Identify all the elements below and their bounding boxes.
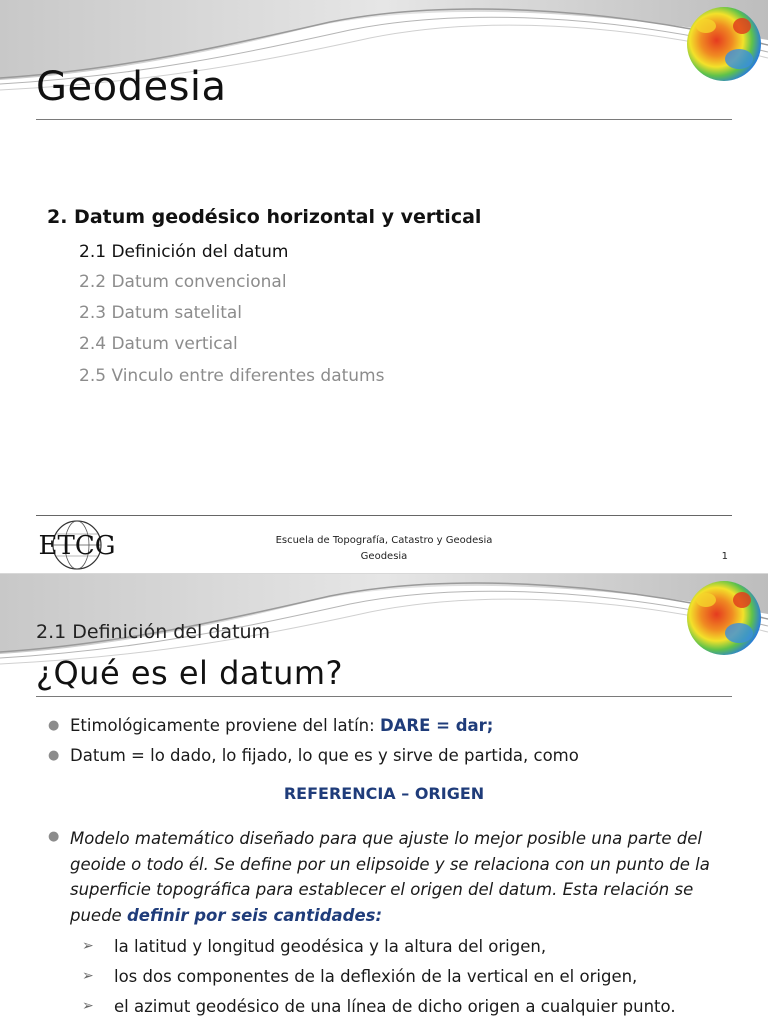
bullet-text: Etimológicamente proviene del latín:: [70, 716, 380, 735]
arrow-right-icon: ➢: [82, 968, 94, 984]
definition-highlight: definir por seis cantidades:: [126, 905, 383, 925]
slide-title: Geodesia: [36, 64, 227, 110]
bullet-highlight: DARE = dar;: [379, 716, 494, 735]
bullet-dot-icon: ●: [48, 829, 60, 844]
bullet-text: Datum = lo dado, lo fijado, lo que es y sirve de partida, como: [70, 746, 579, 765]
geoid-globe-icon: [684, 4, 764, 84]
outline-item-2-2: 2.2 Datum convencional: [79, 272, 287, 292]
outline-item-2-3: 2.3 Datum satelital: [79, 303, 243, 323]
reference-origin-label: REFERENCIA – ORIGEN: [283, 784, 485, 803]
logo-letters: ETCG: [38, 531, 116, 561]
quantity-item: [82, 967, 637, 986]
outline-item-2-5: 2.5 Vinculo entre diferentes datums: [79, 366, 385, 386]
page-number: 1: [721, 551, 728, 562]
outline-item-2-1: 2.1 Definición del datum: [79, 242, 289, 262]
bullet-etymology: [48, 716, 493, 735]
bullet-dot-icon: ●: [48, 718, 60, 733]
arrow-right-icon: ➢: [82, 938, 94, 954]
bullet-definition: [48, 826, 728, 928]
slide-2: [0, 573, 768, 1024]
title-divider: [36, 696, 732, 697]
quantity-item: [82, 997, 676, 1016]
quantity-text: los dos componentes de la deflexión de la vertical en el origen,: [114, 967, 638, 986]
bullet-datum-meaning: [48, 746, 579, 765]
section-heading: 2. Datum geodésico horizontal y vertical: [47, 206, 482, 228]
slide-title: ¿Qué es el datum?: [36, 654, 343, 692]
footer-course: Geodesia: [360, 551, 408, 562]
title-divider: [36, 119, 732, 120]
arrow-right-icon: ➢: [82, 998, 94, 1014]
quantity-text: la latitud y longitud geodésica y la altura del origen,: [114, 937, 547, 956]
quantity-item: [82, 937, 546, 956]
footer-divider: [36, 515, 732, 516]
geoid-globe-icon: [684, 578, 764, 658]
footer-school: Escuela de Topografía, Catastro y Geodesia: [275, 535, 493, 546]
slide-subtitle: 2.1 Definición del datum: [36, 621, 271, 643]
bullet-dot-icon: ●: [48, 748, 60, 763]
quantity-text: el azimut geodésico de una línea de dicho origen a cualquier punto.: [114, 997, 676, 1016]
outline-item-2-4: 2.4 Datum vertical: [79, 334, 238, 354]
definition-text: Modelo matemático diseñado para que ajuste lo mejor posible una parte del geoide o todo él. Se define por un elipsoide y se relaciona con un punto de la superficie topográfica para establecer el origen del datum. Esta relación se puede: [70, 829, 710, 925]
